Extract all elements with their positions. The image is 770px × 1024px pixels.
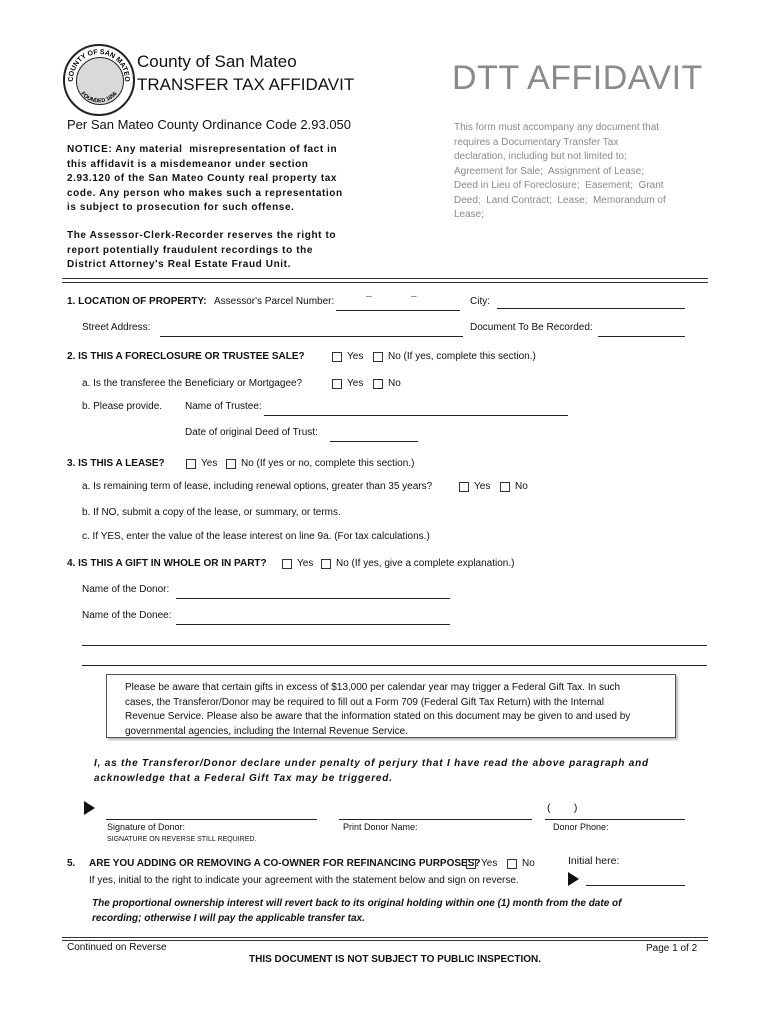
phone-label: Donor Phone: [553, 822, 609, 832]
signature-note: SIGNATURE ON REVERSE STILL REQUIRED. [107, 836, 257, 843]
accompany-line: Deed; Land Contract; Lease; Memorandum of [454, 194, 666, 206]
accompany-line: Lease; [454, 209, 485, 220]
doc-label: Document To Be Recorded: [470, 322, 593, 333]
s5-label: ARE YOU ADDING OR REMOVING A CO-OWNER FOR REFINANCING PURPOSES? [89, 858, 481, 869]
s3a-no-checkbox[interactable]: No [500, 481, 528, 492]
s3-no-checkbox[interactable]: No (If yes or no, complete this section.) [226, 458, 414, 469]
s3b-text: b. If NO, submit a copy of the lease, or summary, or terms. [82, 507, 341, 518]
public-inspection-notice: THIS DOCUMENT IS NOT SUBJECT TO PUBLIC INSPECTION. [249, 954, 542, 965]
arrow-icon [84, 801, 95, 815]
donor-signature-field[interactable] [106, 819, 317, 820]
s5-number: 5. [67, 858, 76, 869]
dtt-title: DTT AFFIDAVIT [452, 59, 703, 97]
city-field[interactable] [497, 308, 685, 309]
signature-label: Signature of Donor: [107, 822, 186, 832]
donor-phone-field[interactable] [545, 819, 685, 820]
svg-text:COUNTY OF SAN MATEO: COUNTY OF SAN MATEO [67, 48, 131, 82]
s2-no-checkbox[interactable]: No (If yes, complete this section.) [373, 351, 536, 362]
s4-yes-checkbox[interactable]: Yes [282, 558, 313, 569]
trustee-label: Name of Trustee: [185, 401, 262, 412]
apn-dash: – [411, 291, 417, 302]
accompany-line: Agreement for Sale; Assignment of Lease; [454, 165, 645, 177]
apn-field[interactable] [336, 310, 460, 311]
accompany-text [454, 121, 666, 223]
s2a-yes-checkbox[interactable]: Yes [332, 378, 363, 389]
print-name-label: Print Donor Name: [343, 822, 418, 832]
donor-field[interactable] [176, 598, 450, 599]
assessor-line: report potentially fraudulent recordings to the [67, 244, 313, 256]
print-donor-name-field[interactable] [339, 819, 532, 820]
s3c-text: c. If YES, enter the value of the lease interest on line 9a. (For tax calculations.) [82, 531, 430, 542]
page-number: Page 1 of 2 [646, 943, 698, 954]
document-field[interactable] [598, 336, 685, 337]
form-title: TRANSFER TAX AFFIDAVIT [137, 75, 355, 94]
apn-dash: – [366, 291, 372, 302]
divider [62, 282, 708, 283]
gift-notice-line: Revenue Service. Please also be aware that the information stated on this document may be given to and used by [125, 711, 631, 722]
s2b-question: b. Please provide. [82, 401, 163, 412]
divider [62, 937, 708, 938]
s2-label: 2. IS THIS A FORECLOSURE OR TRUSTEE SALE? [67, 351, 305, 362]
notice-line: this affidavit is a misdemeanor under section [67, 158, 309, 170]
accompany-line: declaration, including but not limited to; [454, 151, 627, 162]
gift-tax-notice-box [106, 674, 676, 738]
declaration-line: I, as the Transferor/Donor declare under penalty of perjury that I have read the above paragraph and [94, 758, 649, 769]
accompany-line: Deed in Lieu of Foreclosure; Easement; Grant [454, 180, 664, 191]
s5-no-checkbox[interactable]: No [507, 858, 535, 869]
s5-note: If yes, initial to the right to indicate your agreement with the statement below and sign on reverse. [89, 875, 519, 886]
s3-yes-checkbox[interactable]: Yes [186, 458, 217, 469]
notice-line: 2.93.120 of the San Mateo County real property tax [67, 173, 338, 184]
accompany-line: requires a Documentary Transfer Tax [454, 136, 619, 148]
explanation-line[interactable] [82, 645, 707, 646]
trustee-field[interactable] [264, 415, 568, 416]
apn-label: Assessor's Parcel Number: [214, 296, 335, 307]
phone-area-code: ( ) [547, 802, 578, 814]
city-label: City: [470, 296, 490, 307]
s2-yes-checkbox[interactable]: Yes [332, 351, 363, 362]
ordinance: Per San Mateo County Ordinance Code 2.93.050 [67, 117, 352, 132]
county-seal [63, 44, 135, 116]
deed-date-field[interactable] [330, 441, 418, 442]
s4-no-checkbox[interactable]: No (If yes, give a complete explanation.) [321, 558, 514, 569]
gift-notice-line: governmental agencies, including the Internal Revenue Service. [125, 725, 408, 737]
donee-label: Name of the Donee: [82, 610, 172, 621]
statement-line: recording; otherwise I will pay the applicable transfer tax. [92, 912, 365, 924]
gift-notice-line: Please be aware that certain gifts in excess of $13,000 per calendar year may trigger a Federal Gift Tax. In such [125, 682, 621, 693]
notice-line: is subject to prosecution for such offense. [67, 202, 295, 213]
s2a-question: a. Is the transferee the Beneficiary or Mortgagee? [82, 378, 303, 389]
county-name: County of San Mateo [137, 52, 297, 71]
notice-text [67, 143, 343, 216]
perjury-declaration [94, 757, 649, 786]
svg-text:FOUNDED 1856: FOUNDED 1856 [79, 90, 119, 105]
s4-label: 4. IS THIS A GIFT IN WHOLE OR IN PART? [67, 558, 267, 569]
assessor-text [67, 229, 336, 273]
s3a-question: a. Is remaining term of lease, including renewal options, greater than 35 years? [82, 481, 433, 492]
accompany-line: This form must accompany any document that [454, 122, 660, 133]
initial-field[interactable] [586, 885, 685, 886]
assessor-line: District Attorney's Real Estate Fraud Unit. [67, 259, 291, 270]
seal-ring-text [65, 46, 133, 114]
declaration-line: acknowledge that a Federal Gift Tax may be triggered. [94, 772, 393, 784]
s2a-no-checkbox[interactable]: No [373, 378, 401, 389]
s3-label: 3. IS THIS A LEASE? [67, 458, 165, 469]
divider [62, 940, 708, 941]
continued-on-reverse: Continued on Reverse [67, 942, 167, 953]
street-field[interactable] [160, 336, 463, 337]
initial-label: Initial here: [568, 855, 620, 867]
s1-label: 1. LOCATION OF PROPERTY: [67, 296, 207, 307]
gift-notice-line: cases, the Transferor/Donor may be required to fill out a Form 709 (Federal Gift Tax Return) with the Internal [125, 696, 604, 708]
assessor-line: The Assessor-Clerk-Recorder reserves the right to [67, 230, 337, 241]
donor-label: Name of the Donor: [82, 584, 170, 595]
reversion-statement [92, 897, 621, 926]
notice-line: NOTICE: Any material misrepresentation of fact in [67, 144, 338, 155]
street-label: Street Address: [82, 322, 151, 333]
notice-line: code. Any person who makes such a representation [67, 187, 343, 199]
s5-yes-checkbox[interactable]: Yes [466, 858, 497, 869]
arrow-icon [568, 872, 579, 886]
divider [62, 278, 708, 279]
s3a-yes-checkbox[interactable]: Yes [459, 481, 490, 492]
statement-line: The proportional ownership interest will revert back to its original holding within one (1) month from the date of [92, 898, 622, 909]
donee-field[interactable] [176, 624, 450, 625]
deed-date-label: Date of original Deed of Trust: [185, 427, 318, 438]
explanation-line[interactable] [82, 665, 707, 666]
